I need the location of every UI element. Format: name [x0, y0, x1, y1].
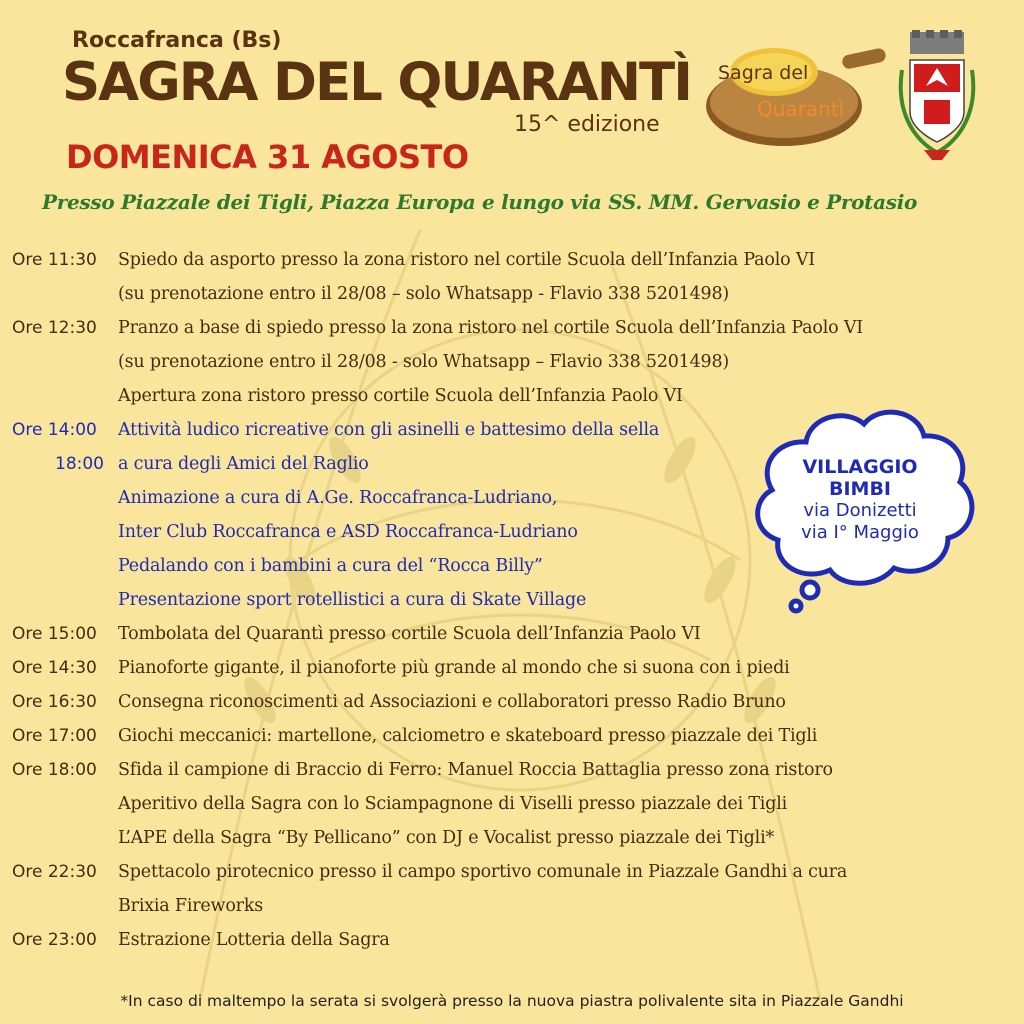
event-title: SAGRA DEL QUARANTÌ	[62, 52, 691, 113]
callout-address: via I° Maggio	[801, 522, 919, 543]
schedule-description: Brixia Fireworks	[118, 896, 264, 916]
schedule-row	[0, 651, 1024, 685]
logo-text-line2: Quarantì	[757, 97, 845, 121]
villaggio-bimbi-callout	[760, 456, 960, 544]
schedule-time: Ore 12:30	[12, 318, 97, 338]
schedule-row	[0, 855, 1024, 923]
schedule-description: Pranzo a base di spiedo presso la zona ristoro nel cortile Scuola dell’Infanzia Paolo VI	[118, 318, 863, 338]
schedule-row	[0, 719, 1024, 753]
schedule-description: Presentazione sport rotellistici a cura di Skate Village	[118, 590, 587, 610]
event-location: Presso Piazzale dei Tigli, Piazza Europa e lungo via SS. MM. Gervasio e Protasio	[42, 190, 918, 214]
schedule-row	[0, 243, 1024, 311]
schedule-description: Attività ludico ricreative con gli asinelli e battesimo della sella	[118, 420, 660, 440]
town-name: Roccafranca (Bs)	[72, 28, 282, 53]
schedule-description: Spettacolo pirotecnico presso il campo sportivo comunale in Piazzale Gandhi a cura	[118, 862, 848, 882]
schedule-row	[0, 753, 1024, 855]
event-date: DOMENICA 31 AGOSTO	[66, 138, 469, 176]
schedule-time: Ore 22:30	[12, 862, 97, 882]
callout-title: BIMBI	[828, 478, 891, 500]
schedule-time: Ore 15:00	[12, 624, 97, 644]
schedule-description: L’APE della Sagra “By Pellicano” con DJ e Vocalist presso piazzale dei Tigli*	[118, 828, 775, 848]
edition-label: 15^ edizione	[514, 112, 660, 137]
schedule-description: Sfida il campione di Braccio di Ferro: Manuel Roccia Battaglia presso zona ristoro	[118, 760, 833, 780]
schedule-description: Pedalando con i bambini a cura del “Rocca Billy”	[118, 556, 543, 576]
schedule-description: Spiedo da asporto presso la zona ristoro nel cortile Scuola dell’Infanzia Paolo VI	[118, 250, 815, 270]
callout-address: via Donizetti	[803, 500, 917, 521]
schedule-time: Ore 16:30	[12, 692, 97, 712]
schedule-description: Apertura zona ristoro presso cortile Scuola dell’Infanzia Paolo VI	[118, 386, 683, 406]
schedule-row	[0, 923, 1024, 957]
schedule-description: a cura degli Amici del Raglio	[118, 454, 369, 474]
schedule-row	[0, 617, 1024, 651]
schedule-description: Aperitivo della Sagra con lo Sciampagnone di Viselli presso piazzale dei Tigli	[118, 794, 787, 814]
schedule-time: Ore 17:00	[12, 726, 97, 746]
schedule-description: Inter Club Roccafranca e ASD Roccafranca-Ludriano	[118, 522, 578, 542]
schedule-row	[0, 685, 1024, 719]
schedule-time: Ore 14:30	[12, 658, 97, 678]
sagra-logo	[702, 44, 886, 148]
schedule-time: Ore 23:00	[12, 930, 97, 950]
schedule-description: Animazione a cura di A.Ge. Roccafranca-Ludriano,	[118, 488, 558, 508]
schedule-description: Estrazione Lotteria della Sagra	[118, 930, 390, 950]
schedule-description: Consegna riconoscimenti ad Associazioni e collaboratori presso Radio Bruno	[118, 692, 786, 712]
schedule-description: Tombolata del Quarantì presso cortile Scuola dell’Infanzia Paolo VI	[118, 624, 701, 644]
logo-text-line1: Sagra del	[718, 62, 809, 84]
schedule-description: Giochi meccanici: martellone, calciometro e skateboard presso piazzale dei Tigli	[118, 726, 818, 746]
schedule-time: Ore 11:30	[12, 250, 97, 270]
schedule-time-end: 18:00	[55, 454, 104, 474]
schedule-description: (su prenotazione entro il 28/08 – solo Whatsapp - Flavio 338 5201498)	[118, 284, 730, 304]
footer-note: *In caso di maltempo la serata si svolgerà presso la nuova piastra polivalente sita in Piazzale Gandhi	[120, 992, 904, 1010]
schedule-time: Ore 14:00	[12, 420, 97, 440]
schedule-row	[0, 311, 1024, 413]
schedule-description: Pianoforte gigante, il pianoforte più grande al mondo che si suona con i piedi	[118, 658, 790, 678]
callout-title: VILLAGGIO	[802, 456, 918, 478]
municipal-crest-icon	[896, 30, 978, 162]
schedule-description: (su prenotazione entro il 28/08 - solo Whatsapp – Flavio 338 5201498)	[118, 352, 730, 372]
schedule-time: Ore 18:00	[12, 760, 97, 780]
